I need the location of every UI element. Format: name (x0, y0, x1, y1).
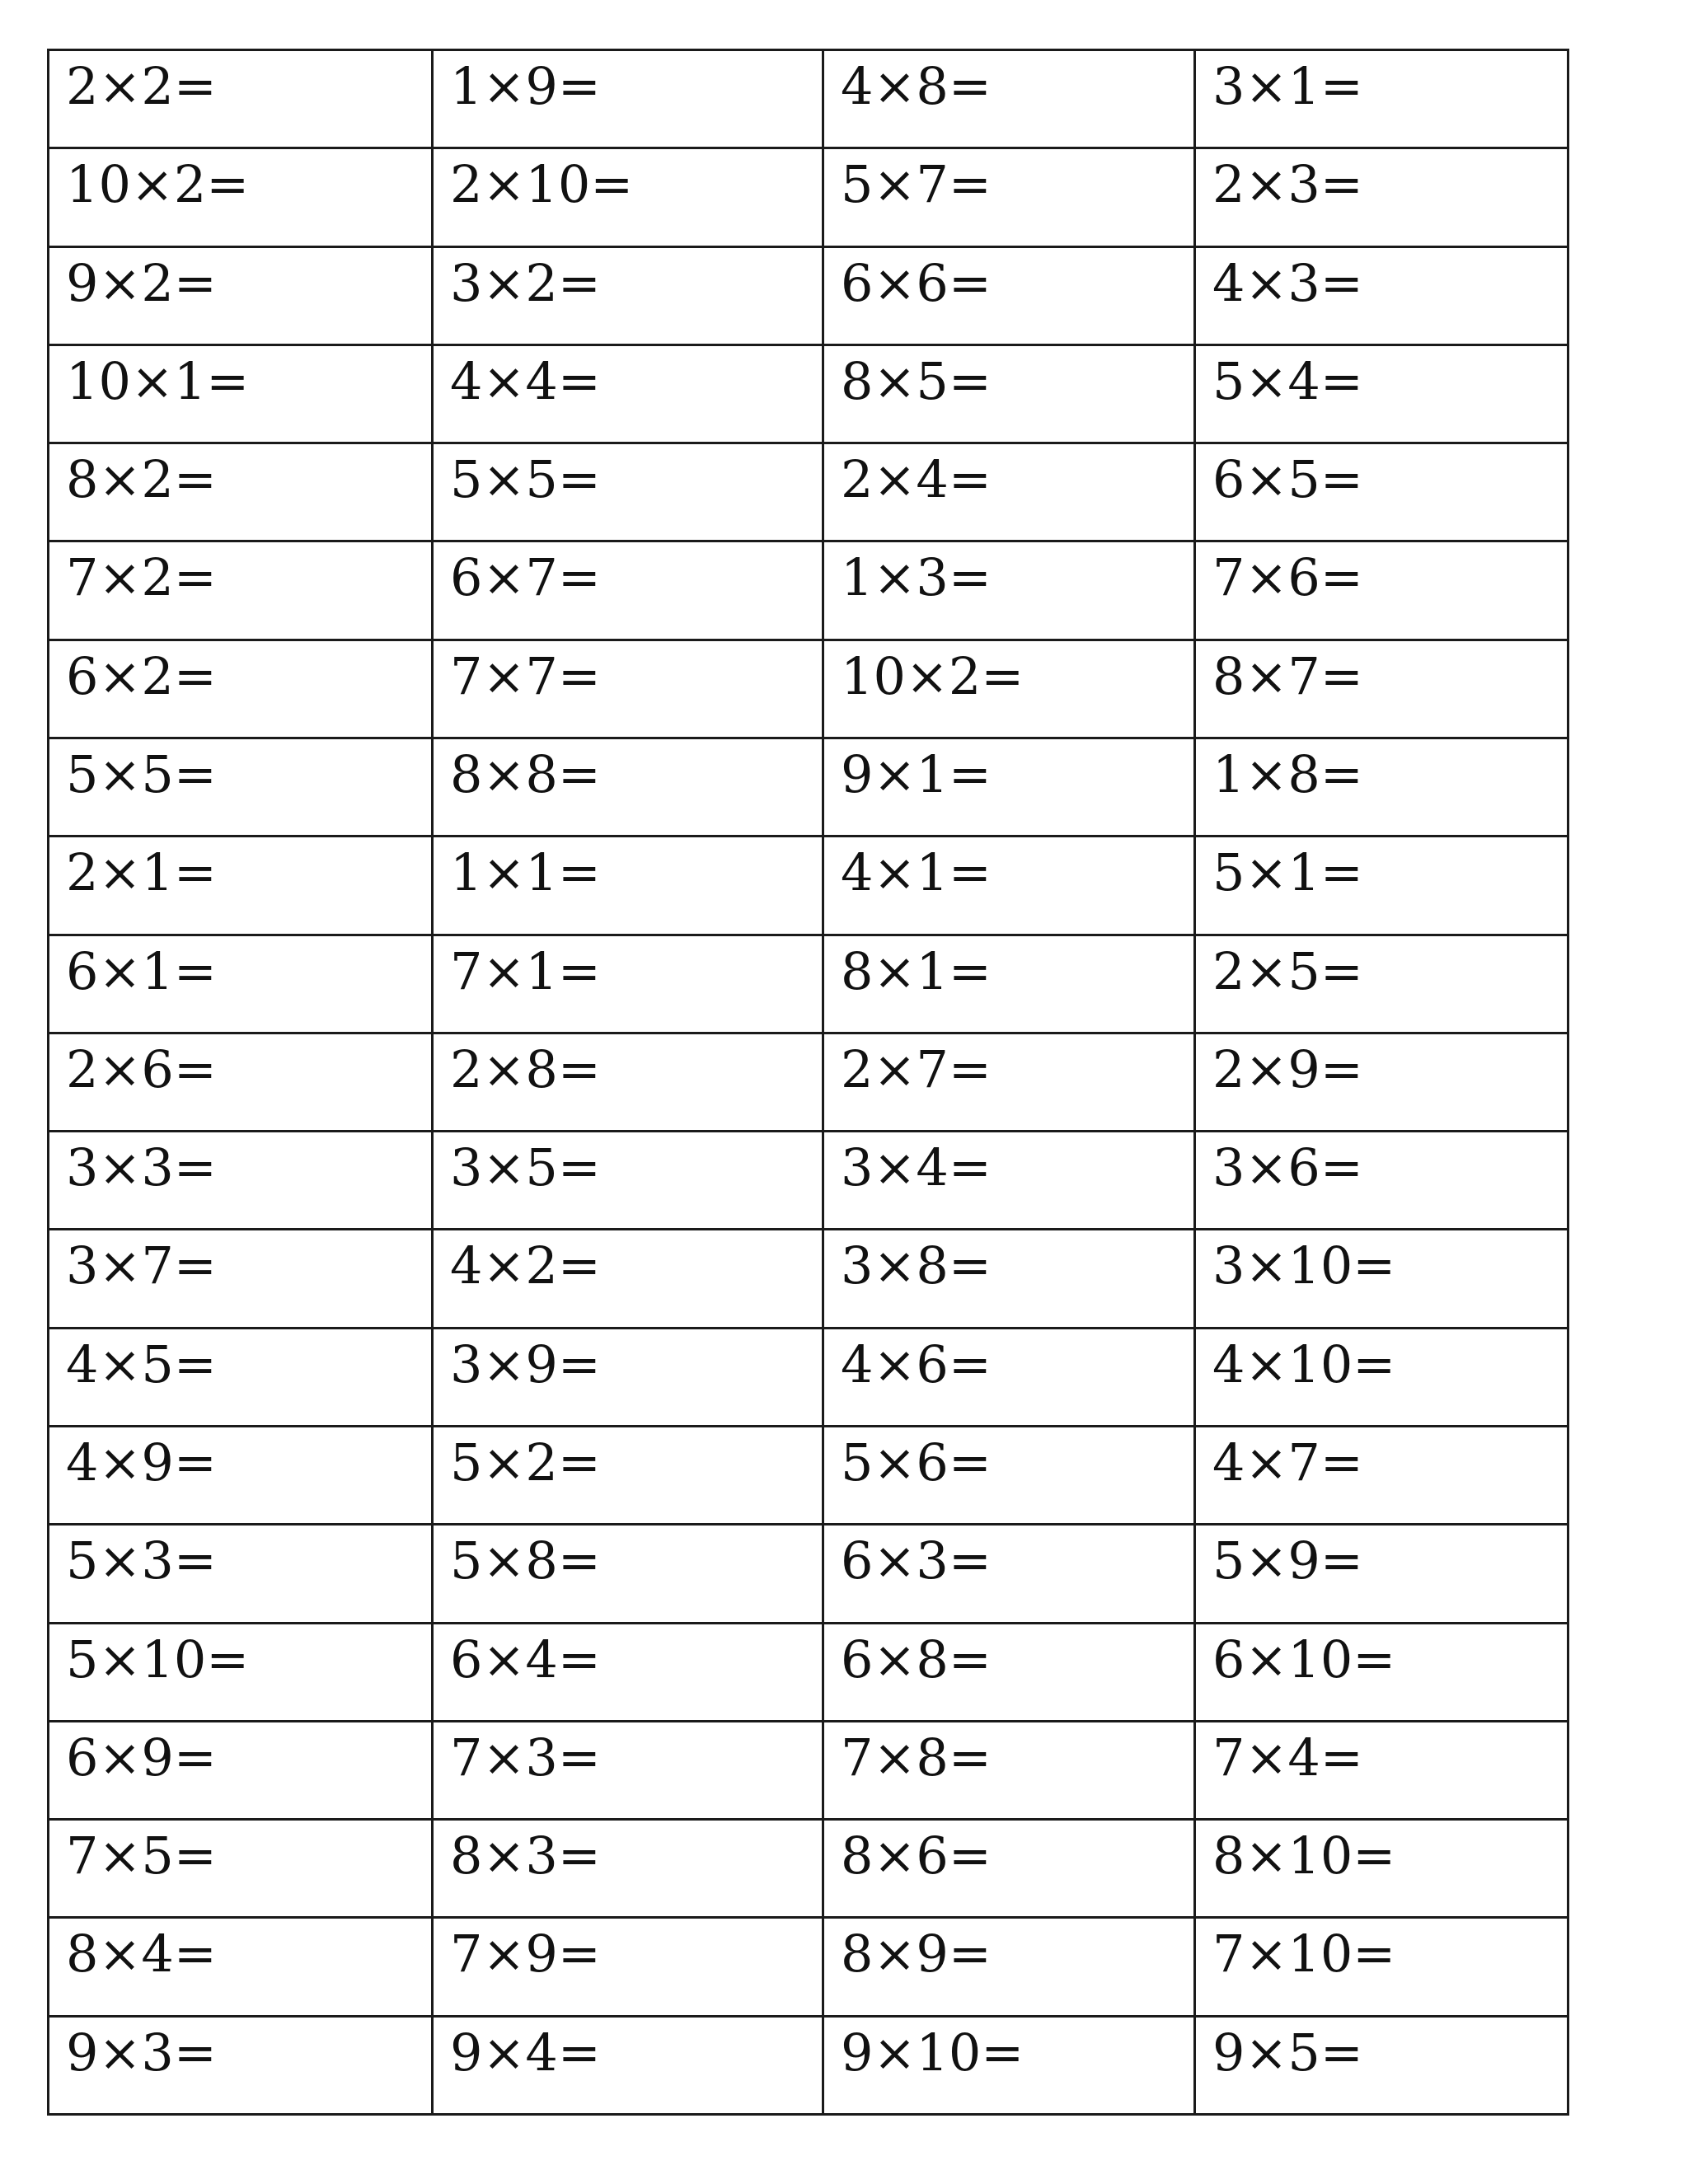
problem-cell: 7×1= (433, 935, 823, 1033)
problem-cell: 6×10= (1195, 1623, 1568, 1721)
problem-cell: 9×2= (49, 246, 433, 344)
table-row (49, 1230, 1568, 1328)
problem-cell: 2×7= (823, 1033, 1195, 1131)
problem-cell: 1×8= (1195, 738, 1568, 836)
problem-cell: 2×2= (49, 50, 433, 148)
problem-cell: 4×4= (433, 344, 823, 443)
problem-cell: 4×7= (1195, 1426, 1568, 1524)
problem-cell: 6×9= (49, 1721, 433, 1819)
problem-cell: 6×5= (1195, 443, 1568, 541)
table-row (49, 50, 1568, 148)
problem-cell: 8×3= (433, 1820, 823, 1918)
problem-cell: 2×9= (1195, 1033, 1568, 1131)
problem-cell: 7×2= (49, 541, 433, 640)
table-row (49, 443, 1568, 541)
problem-cell: 6×4= (433, 1623, 823, 1721)
problem-cell: 8×8= (433, 738, 823, 836)
problem-cell: 3×9= (433, 1328, 823, 1426)
problem-cell: 8×9= (823, 1918, 1195, 2016)
table-row (49, 1033, 1568, 1131)
table-row (49, 541, 1568, 640)
problem-cell: 8×4= (49, 1918, 433, 2016)
problem-cell: 9×4= (433, 2016, 823, 2114)
table-row (49, 738, 1568, 836)
problem-cell: 3×1= (1195, 50, 1568, 148)
problem-cell: 2×8= (433, 1033, 823, 1131)
problem-cell: 7×9= (433, 1918, 823, 2016)
problem-cell: 2×4= (823, 443, 1195, 541)
problem-cell: 7×4= (1195, 1721, 1568, 1819)
table-row (49, 246, 1568, 344)
problem-cell: 8×6= (823, 1820, 1195, 1918)
problem-cell: 10×2= (823, 640, 1195, 738)
problem-cell: 5×3= (49, 1525, 433, 1623)
problem-cell: 3×6= (1195, 1132, 1568, 1230)
problem-cell: 8×1= (823, 935, 1195, 1033)
problem-cell: 5×1= (1195, 837, 1568, 935)
problem-cell: 3×5= (433, 1132, 823, 1230)
problem-cell: 2×1= (49, 837, 433, 935)
table-row (49, 2016, 1568, 2114)
problem-cell: 5×7= (823, 148, 1195, 246)
problem-cell: 8×7= (1195, 640, 1568, 738)
problem-cell: 2×6= (49, 1033, 433, 1131)
problem-cell: 7×3= (433, 1721, 823, 1819)
table-row (49, 1623, 1568, 1721)
problem-cell: 3×10= (1195, 1230, 1568, 1328)
problem-cell: 3×3= (49, 1132, 433, 1230)
problem-cell: 5×5= (433, 443, 823, 541)
problem-cell: 4×5= (49, 1328, 433, 1426)
problem-cell: 8×10= (1195, 1820, 1568, 1918)
problem-cell: 3×4= (823, 1132, 1195, 1230)
table-row (49, 148, 1568, 246)
problem-cell: 4×2= (433, 1230, 823, 1328)
problem-cell: 6×6= (823, 246, 1195, 344)
table-row (49, 837, 1568, 935)
table-row (49, 1525, 1568, 1623)
problem-cell: 7×6= (1195, 541, 1568, 640)
problem-cell: 2×5= (1195, 935, 1568, 1033)
problem-cell: 8×5= (823, 344, 1195, 443)
problem-cell: 5×8= (433, 1525, 823, 1623)
problem-cell: 6×7= (433, 541, 823, 640)
problem-cell: 3×7= (49, 1230, 433, 1328)
problem-cell: 9×1= (823, 738, 1195, 836)
table-row (49, 1426, 1568, 1524)
problem-cell: 9×3= (49, 2016, 433, 2114)
problem-cell: 5×2= (433, 1426, 823, 1524)
problem-cell: 10×1= (49, 344, 433, 443)
problem-cell: 5×4= (1195, 344, 1568, 443)
problem-cell: 4×1= (823, 837, 1195, 935)
problem-cell: 2×3= (1195, 148, 1568, 246)
problem-cell: 9×5= (1195, 2016, 1568, 2114)
problem-cell: 6×3= (823, 1525, 1195, 1623)
problem-cell: 6×2= (49, 640, 433, 738)
problem-cell: 1×3= (823, 541, 1195, 640)
problem-cell: 4×9= (49, 1426, 433, 1524)
problem-cell: 4×3= (1195, 246, 1568, 344)
table-row (49, 1328, 1568, 1426)
problem-cell: 7×7= (433, 640, 823, 738)
table-row (49, 1132, 1568, 1230)
problem-cell: 7×8= (823, 1721, 1195, 1819)
table-row (49, 1918, 1568, 2016)
problem-cell: 6×1= (49, 935, 433, 1033)
table-row (49, 344, 1568, 443)
problem-cell: 3×8= (823, 1230, 1195, 1328)
problem-cell: 4×6= (823, 1328, 1195, 1426)
table-row (49, 935, 1568, 1033)
problem-cell: 1×1= (433, 837, 823, 935)
problem-cell: 1×9= (433, 50, 823, 148)
worksheet-body (49, 50, 1568, 2115)
problem-cell: 5×5= (49, 738, 433, 836)
problem-cell: 4×10= (1195, 1328, 1568, 1426)
problem-cell: 5×10= (49, 1623, 433, 1721)
problem-cell: 4×8= (823, 50, 1195, 148)
problem-cell: 7×10= (1195, 1918, 1568, 2016)
problem-cell: 7×5= (49, 1820, 433, 1918)
multiplication-worksheet-table (47, 49, 1569, 2116)
table-row (49, 640, 1568, 738)
problem-cell: 5×6= (823, 1426, 1195, 1524)
problem-cell: 5×9= (1195, 1525, 1568, 1623)
problem-cell: 8×2= (49, 443, 433, 541)
problem-cell: 6×8= (823, 1623, 1195, 1721)
problem-cell: 9×10= (823, 2016, 1195, 2114)
problem-cell: 3×2= (433, 246, 823, 344)
table-row (49, 1820, 1568, 1918)
problem-cell: 10×2= (49, 148, 433, 246)
problem-cell: 2×10= (433, 148, 823, 246)
table-row (49, 1721, 1568, 1819)
